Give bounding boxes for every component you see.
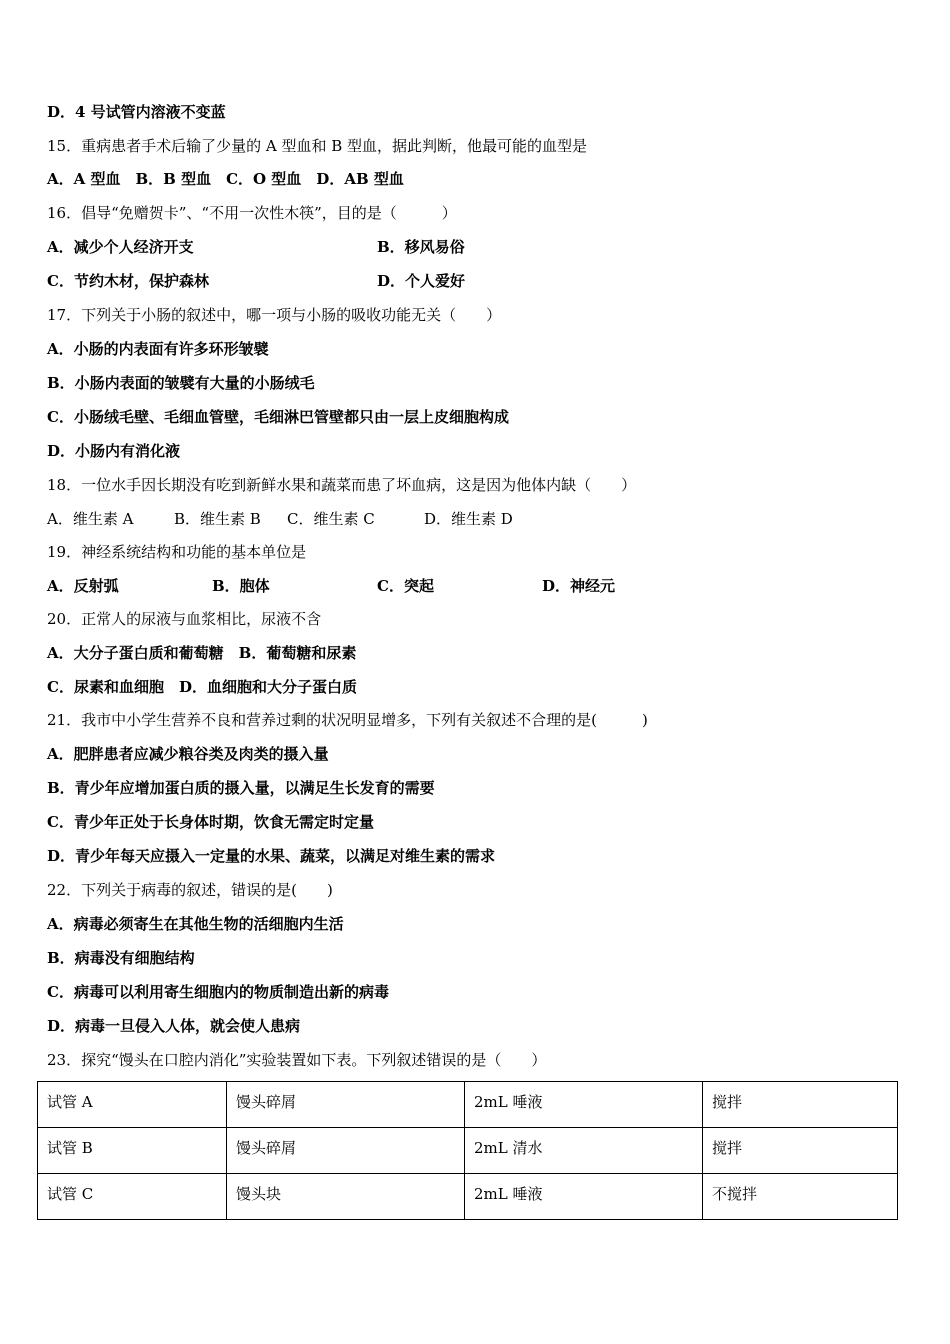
q21-option-c: C．青少年正处于长身体时期，饮食无需定时定量 bbox=[47, 813, 374, 831]
q19-option-a: A．反射弧 bbox=[47, 577, 119, 595]
q22-option-d: D．病毒一旦侵入人体，就会使人患病 bbox=[47, 1017, 301, 1035]
table-cell: 2mL 清水 bbox=[465, 1128, 703, 1174]
q14-option-d: D．4 号试管内溶液不变蓝 bbox=[47, 103, 226, 121]
q22-option-a: A．病毒必须寄生在其他生物的活细胞内生活 bbox=[47, 915, 344, 933]
q18-options bbox=[47, 507, 847, 531]
table-cell: 试管 A bbox=[38, 1082, 227, 1128]
experiment-table bbox=[37, 1081, 898, 1220]
table-cell: 馒头块 bbox=[227, 1174, 465, 1220]
q21-option-d: D．青少年每天应摄入一定量的水果、蔬菜，以满足对维生素的需求 bbox=[47, 847, 496, 865]
q19-option-b: B．胞体 bbox=[212, 577, 270, 595]
q16-option-c: C．节约木材，保护森林 bbox=[47, 272, 209, 290]
q22-option-b: B．病毒没有细胞结构 bbox=[47, 949, 195, 967]
q16-options-row2 bbox=[47, 269, 847, 293]
q20-options-cd: C．尿素和血细胞 D．血细胞和大分子蛋白质 bbox=[47, 678, 357, 696]
table-cell: 搅拌 bbox=[703, 1082, 898, 1128]
table-cell: 不搅拌 bbox=[703, 1174, 898, 1220]
q19-options bbox=[47, 574, 847, 598]
q16-option-a: A．减少个人经济开支 bbox=[47, 238, 194, 256]
q22-option-c: C．病毒可以利用寄生细胞内的物质制造出新的病毒 bbox=[47, 983, 389, 1001]
q15-stem: 15．重病患者手术后输了少量的 A 型血和 B 型血，据此判断，他最可能的血型是 bbox=[47, 137, 588, 155]
q17-option-b: B．小肠内表面的皱襞有大量的小肠绒毛 bbox=[47, 374, 315, 392]
q20-stem: 20．正常人的尿液与血浆相比，尿液不含 bbox=[47, 610, 322, 628]
q21-stem: 21．我市中小学生营养不良和营养过剩的状况明显增多，下列有关叙述不合理的是( ) bbox=[47, 711, 648, 729]
table-cell: 试管 B bbox=[38, 1128, 227, 1174]
q17-option-d: D．小肠内有消化液 bbox=[47, 442, 181, 460]
q16-option-d: D．个人爱好 bbox=[377, 272, 466, 290]
table-cell: 馒头碎屑 bbox=[227, 1082, 465, 1128]
q19-option-c: C．突起 bbox=[377, 577, 434, 595]
table-row bbox=[38, 1174, 898, 1220]
q21-option-a: A．肥胖患者应减少粮谷类及肉类的摄入量 bbox=[47, 745, 329, 763]
q23-stem: 23．探究“馒头在口腔内消化”实验装置如下表。下列叙述错误的是（ ） bbox=[47, 1051, 547, 1069]
q18-option-c: C．维生素 C bbox=[287, 510, 375, 528]
q18-option-a: A．维生素 A bbox=[47, 510, 134, 528]
q18-option-b: B．维生素 B bbox=[174, 510, 261, 528]
q19-stem: 19．神经系统结构和功能的基本单位是 bbox=[47, 543, 307, 561]
q17-option-a: A．小肠的内表面有许多环形皱襞 bbox=[47, 340, 269, 358]
table-cell: 2mL 唾液 bbox=[465, 1082, 703, 1128]
table-row bbox=[38, 1082, 898, 1128]
q17-stem: 17．下列关于小肠的叙述中，哪一项与小肠的吸收功能无关（ ） bbox=[47, 306, 502, 324]
q17-option-c: C．小肠绒毛壁、毛细血管壁，毛细淋巴管壁都只由一层上皮细胞构成 bbox=[47, 408, 509, 426]
q15-options: A．A 型血 B．B 型血 C．O 型血 D．AB 型血 bbox=[47, 170, 404, 188]
q16-option-b: B．移风易俗 bbox=[377, 238, 465, 256]
q18-option-d: D．维生素 D bbox=[424, 510, 513, 528]
q21-option-b: B．青少年应增加蛋白质的摄入量，以满足生长发育的需要 bbox=[47, 779, 435, 797]
q22-stem: 22．下列关于病毒的叙述，错误的是( ) bbox=[47, 881, 333, 899]
table-cell: 馒头碎屑 bbox=[227, 1128, 465, 1174]
table-cell: 2mL 唾液 bbox=[465, 1174, 703, 1220]
table-row bbox=[38, 1128, 898, 1174]
q16-options-row1 bbox=[47, 235, 847, 259]
q18-stem: 18．一位水手因长期没有吃到新鲜水果和蔬菜而患了坏血病，这是因为他体内缺（ ） bbox=[47, 476, 637, 494]
q16-stem: 16．倡导“免赠贺卡”、“不用一次性木筷”，目的是（ ） bbox=[47, 204, 457, 222]
table-cell: 搅拌 bbox=[703, 1128, 898, 1174]
table-cell: 试管 C bbox=[38, 1174, 227, 1220]
q19-option-d: D．神经元 bbox=[542, 577, 616, 595]
q20-options-ab: A．大分子蛋白质和葡萄糖 B．葡萄糖和尿素 bbox=[47, 644, 357, 662]
